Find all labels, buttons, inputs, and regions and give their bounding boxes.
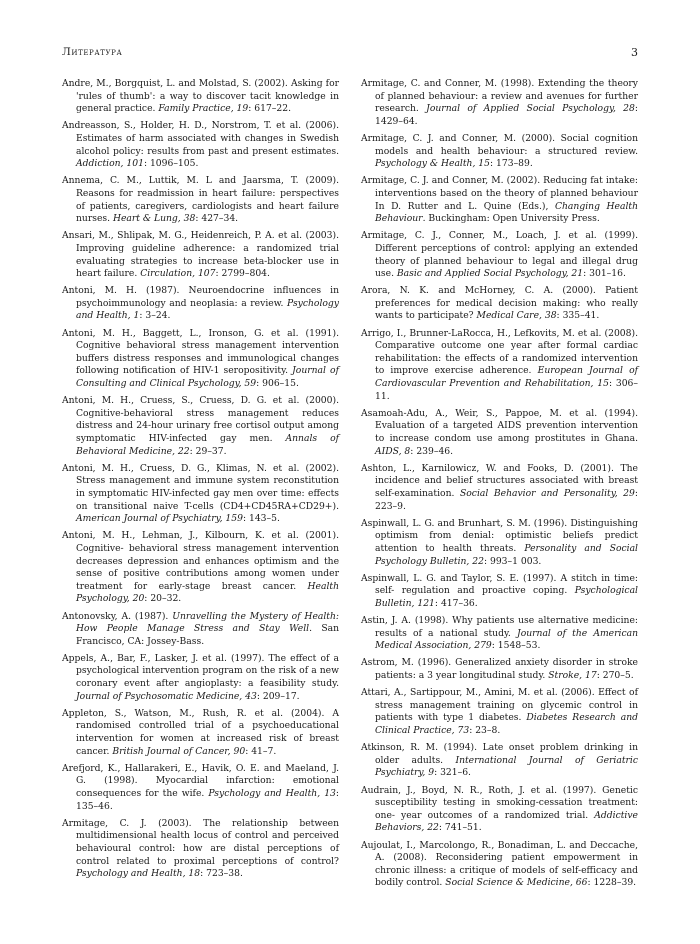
reference-source: Psychology and Health, 18 [76, 868, 201, 880]
reference-pages: : 1228–39. [587, 877, 637, 889]
reference-text: Arora, N. K. and McHorney, C. A. (2000). Patient preferences for medical decision making: who really wants to participate? [361, 285, 638, 322]
reference-entry [361, 78, 638, 128]
reference-text: Ansari, M., Shlipak, M. G., Heidenreich, P. A. et al. (2003). Improving guideline adherence: a randomized trial evaluating strategies to increase beta-blocker use in heart failure. [62, 230, 339, 280]
reference-text: Aujoulat, I., Marcolongo, R., Bonadiman, L. and Deccache, A. (2008). Reconsidering patient empowerment in chronic illness: a critique of models of self-efficacy and bodily control. [361, 839, 638, 889]
reference-entry [62, 763, 339, 813]
reference-entry [361, 687, 638, 737]
reference-source: Family Practice, 19 [158, 103, 249, 115]
reference-source: British Journal of Cancer, 90 [112, 745, 246, 757]
reference-source: Journal of Consulting and Clinical Psychology, 59 [76, 365, 339, 390]
reference-source: Journal of Applied Social Psychology, 28 [426, 103, 635, 115]
reference-pages: : 321–6. [434, 767, 471, 779]
reference-text: Aspinwall, L. G. and Brunhart, S. M. (1996). Distinguishing optimism from denial: optimistic beliefs predict attention to health threats. [361, 517, 638, 554]
reference-entry [62, 653, 339, 703]
reference-entry [361, 840, 638, 890]
page-number: 3 [631, 46, 638, 59]
reference-source: Basic and Applied Social Psychology, 21 [396, 268, 584, 280]
reference-text: Armitage, C. J., Conner, M., Loach, J. et al. (1999). Different perceptions of control: applying an extended theory of planned behaviour to legal and illegal drug use. [361, 230, 638, 280]
reference-text: Attari, A., Sartippour, M., Amini, M. et al. (2006). Effect of stress management training on glycemic control in patients with type 1 diabetes. [361, 687, 638, 724]
reference-pages: : 29–37. [189, 445, 227, 457]
reference-pages: : 20–32. [144, 593, 182, 605]
reference-text: Audrain, J., Boyd, N. R., Roth, J. et al. (1997). Genetic susceptibility testing in smoking-cessation treatment: one- year outcomes of a randomized trial. [361, 784, 638, 821]
reference-text: Armitage, C. J. and Conner, M. (2000). Social cognition models and health behaviour: a structured review. [361, 132, 638, 157]
reference-text: Armitage, C. J. and Conner, M. (2002). Reducing fat intake: interventions based on the theory of planned behaviour In D. Rutter and L. Quine (Eds.), [361, 175, 638, 212]
reference-text: Armitage, C. J. (2003). The relationship between multidimensional health locus of control and perceived behavioural control: how are distal perceptions of control related to proximal perceptions of control? [62, 817, 339, 867]
reference-text: Asamoah-Adu, A., Weir, S., Pappoe, M. et al. (1994). Evaluation of a targeted AIDS prevention intervention to increase condom use among prostitutes in Ghana. [361, 407, 638, 444]
reference-text: Antoni, M. H., Baggett, L., Ironson, G. et al. (1991). Cognitive behavioral stress management intervention buffers distress responses and immunological changes following notification of HIV-1 seropositivity. [62, 327, 339, 377]
reference-entry [62, 463, 339, 526]
reference-text: Antoni, M. H. (1987). Neuroendocrine influences in psychoimmunology and neoplasia: a review. [62, 285, 339, 309]
reference-pages: : 301–16. [583, 268, 626, 280]
reference-list [62, 78, 638, 918]
reference-pages: : 41–7. [245, 745, 277, 757]
reference-text: Armitage, C. and Conner, M. (1998). Extending the theory of planned behaviour: a review and avenues for further research. [361, 78, 638, 115]
reference-pages: : 135–46. [76, 788, 339, 812]
reference-source: Personality and Social Psychology Bulletin, 22 [375, 542, 638, 567]
reference-text: Antoni, M. H., Cruess, D. G., Klimas, N. et al. (2002). Stress management and immune system reconstitution in symptomatic HIV-infected gay men over time: effects on transitional naive T-cells (CD4+CD45RA+CD29+). [62, 462, 339, 512]
page-header [62, 46, 638, 62]
reference-text: Arefjord, K., Hallarakeri, E., Havik, O. E. and Maeland, J. G. (1998). Myocardial infarction: emotional consequences for the wife. [62, 762, 339, 799]
reference-source: AIDS, 8 [375, 445, 411, 457]
reference-pages: : 143–5. [242, 513, 280, 525]
reference-pages: : 173–89. [490, 158, 533, 170]
reference-entry [361, 230, 638, 280]
reference-entry [361, 615, 638, 653]
reference-source: Psychology & Health, 15 [375, 158, 491, 170]
reference-source: Addiction, 101 [76, 158, 144, 170]
reference-entry [361, 408, 638, 458]
reference-text: Annema, C. M., Luttik, M. L and Jaarsma, T. (2009). Reasons for readmission in heart failure: perspectives of patients, caregivers, cardiologists and heart failure nurses. [62, 175, 339, 225]
reference-source: Medical Care, 38 [476, 310, 557, 322]
reference-entry [62, 708, 339, 758]
reference-text: Andreasson, S., Holder, H. D., Norstrom, T. et al. (2006). Estimates of harm associated with changes in Swedish alcohol policy: results from past and present estimates. [62, 120, 339, 157]
reference-entry [62, 611, 339, 649]
reference-source: American Journal of Psychiatry, 159 [76, 513, 243, 525]
reference-pages: : 23–8. [469, 725, 501, 737]
reference-text: Ashton, L., Karnilowicz, W. and Fooks, D. (2001). The incidence and belief structures associated with breast self-examination. [361, 462, 638, 499]
reference-source: Psychology and Health, 1 [76, 297, 339, 322]
reference-entry [361, 785, 638, 835]
reference-entry [361, 657, 638, 682]
reference-text: Antoni, M. H., Lehman, J., Kilbourn, K. et al. (2001). Cognitive- behavioral stress management intervention decreases depression and enhances optimism and the sense of positive contributions among women under treatment for early-stage breast cancer. [62, 530, 339, 592]
reference-entry [62, 175, 339, 225]
reference-pages: : 906–15. [256, 378, 299, 390]
reference-text: Atkinson, R. M. (1994). Late onset problem drinking in older adults. [361, 742, 638, 766]
reference-source: Health Psychology, 20 [76, 580, 339, 605]
reference-entry [62, 120, 339, 170]
reference-pages: : 417–36. [434, 597, 478, 609]
reference-text: Aspinwall, L. G. and Taylor, S. E. (1997). A stitch in time: self- regulation and proactive coping. [361, 572, 638, 597]
running-head: Литература [62, 46, 123, 58]
reference-text: Astin, J. A. (1998). Why patients use alternative medicine: results of a national study. [361, 615, 638, 639]
reference-entry [361, 463, 638, 513]
reference-entry [361, 133, 638, 171]
reference-entry [361, 285, 638, 323]
reference-pages: : 306–11. [375, 378, 638, 402]
reference-entry [62, 230, 339, 280]
reference-source: Psychological Bulletin, 121 [375, 585, 638, 609]
reference-source: European Journal of Cardiovascular Prevention and Rehabilitation, 15 [375, 365, 639, 390]
reference-source: Stroke, 17 [548, 670, 597, 682]
reference-text: Arrigo, I., Brunner-LaRocca, H., Lefkovits, M. et al. (2008). Comparative outcome one year after formal cardiac rehabilitation: the effects of a randomized intervention to improve exercise adherence. [361, 327, 638, 377]
reference-source: Psychology and Health, 13 [208, 788, 336, 799]
reference-source: Addictive Behaviors, 22 [375, 809, 638, 834]
reference-source: Unravelling the Mystery of Health: How People Manage Stress and Stay Well. [76, 610, 339, 635]
reference-entry [62, 818, 339, 881]
reference-entry [62, 285, 339, 323]
reference-entry [361, 175, 638, 225]
reference-source: Social Behavior and Personality, 29 [459, 487, 635, 499]
reference-entry [62, 395, 339, 458]
reference-entry [361, 518, 638, 568]
reference-entry [62, 78, 339, 116]
reference-entry [62, 530, 339, 606]
reference-source: Diabetes Research and Clinical Practice, 73 [375, 712, 638, 737]
reference-pages: : 1429–64. [375, 103, 638, 127]
reference-entry [62, 328, 339, 391]
reference-pages: : 1096–105. [143, 158, 199, 170]
reference-source: Circulation, 107 [140, 268, 216, 280]
reference-text: Andre, M., Borgquist, L. and Molstad, S. (2002). Asking for 'rules of thumb': a way to discover tacit knowledge in general practice. [62, 78, 339, 115]
reference-text: Antonovsky, A. (1987). [62, 610, 173, 622]
reference-text: Astrom, M. (1996). Generalized anxiety disorder in stroke patients: a 3 year longitudinal study. [361, 657, 638, 682]
reference-pages: : 723–38. [200, 868, 243, 880]
reference-entry [361, 573, 638, 611]
reference-column-right [361, 78, 638, 918]
reference-column-left [62, 78, 339, 918]
reference-pages: : 239–46. [410, 445, 454, 457]
reference-pages: : 270–5. [596, 670, 634, 682]
reference-entry [361, 328, 638, 404]
reference-text: Antoni, M. H., Cruess, S., Cruess, D. G. et al. (2000). Cognitive-behavioral stress management reduces distress and 24-hour urinary free cortisol output among symptomatic HIV-infected gay men. [62, 395, 339, 444]
reference-pages: : 223–9. [375, 487, 638, 512]
reference-source: Changing Health Behaviour [375, 200, 638, 225]
reference-source: Journal of Psychosomatic Medicine, 43 [76, 690, 257, 702]
reference-pages: : 209–17. [256, 690, 300, 702]
reference-source: International Journal of Geriatric Psychiatry, 9 [375, 754, 638, 779]
reference-source: Heart & Lung, 38 [112, 213, 196, 225]
reference-text: Appels, A., Bar, F., Lasker, J. et al. (1997). The effect of a psychological intervention program on the risk of a new coronary event after angioplasty: a feasibility study. [62, 652, 339, 690]
reference-source: Social Science & Medicine, 66 [445, 877, 588, 889]
reference-source: Annals of Behavioral Medicine, 22 [76, 433, 340, 457]
reference-text: Appleton, S., Watson, M., Rush, R. et al. (2004). A randomised controlled trial of a psychoeducational intervention for women at increased risk of breast cancer. [62, 707, 339, 757]
reference-pages: : 3–24. [139, 310, 171, 322]
reference-pages: : 741–51. [438, 822, 482, 834]
reference-pages: : 2799–804. [215, 268, 270, 280]
reference-pages: : 335–41. [556, 310, 600, 322]
reference-pages: . Buckingham: Open University Press. [422, 213, 600, 225]
reference-pages: San Francisco, CA: Jossey-Bass. [76, 623, 340, 647]
reference-pages: : 993–1 003. [483, 555, 542, 567]
reference-pages: : 427–34. [195, 213, 239, 225]
reference-pages: : 617–22. [248, 103, 291, 115]
reference-pages: : 1548–53. [491, 640, 541, 652]
reference-entry [361, 742, 638, 780]
reference-source: Journal of the American Medical Association, 279 [375, 627, 638, 652]
